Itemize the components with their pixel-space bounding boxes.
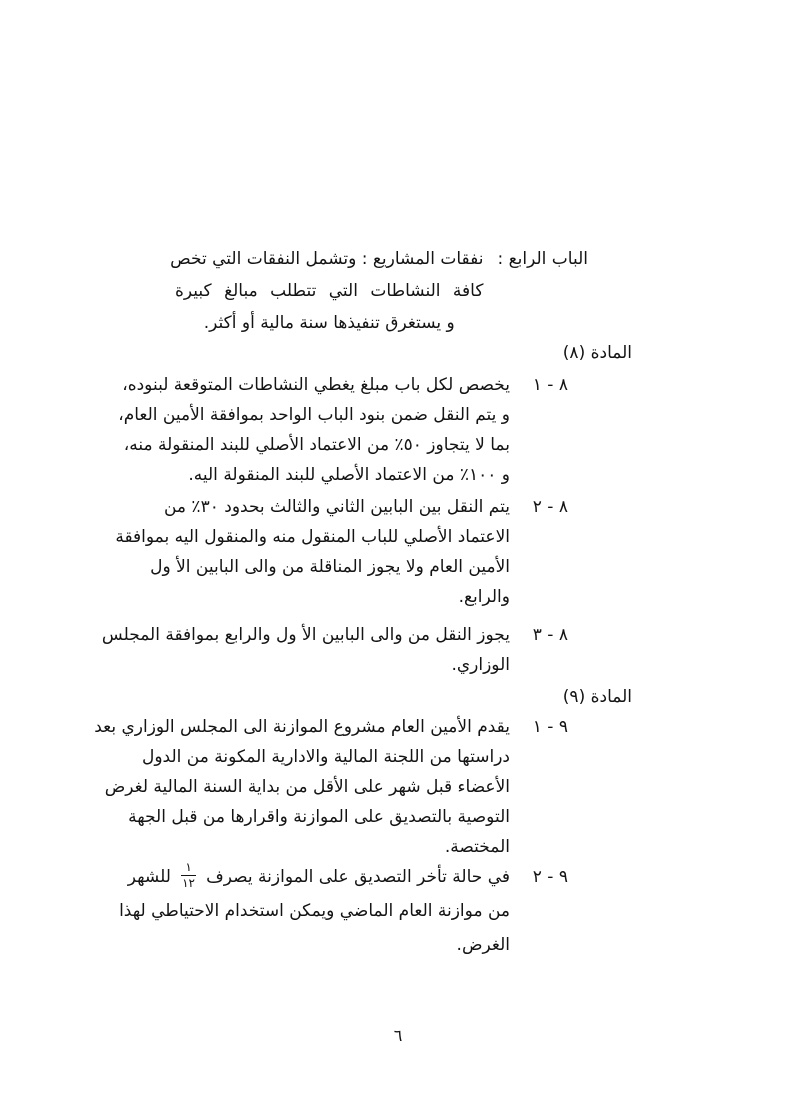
clause-text [94,712,510,862]
clause-line: و ١٠٠٪ من الاعتماد الأصلي للبند المنقولة اليه. [188,465,510,485]
clause-text [115,492,510,612]
clause-line-with-fraction [127,859,510,894]
chapter-four-label: الباب الرابع : [497,249,588,269]
clause-text [118,370,510,490]
chapter-line: نفقات المشاريع : وتشمل النفقات التي تخص [170,249,484,269]
clause-line: دراستها من اللجنة المالية والادارية المكونة من الدول [141,747,510,767]
clause-line: الغرض. [456,935,510,955]
fraction-one-twelfth [181,861,195,889]
fraction-numerator: ١ [181,861,195,876]
article-9-heading: المادة (٩) [562,687,632,707]
clause-line: و يتم النقل ضمن بنود الباب الواحد بموافقة الأمين العام، [118,405,510,425]
clause-text [119,859,510,962]
clause-9-2 [119,859,568,962]
chapter-line: كافة النشاطات التي تتطلب مبالغ كبيرة [175,281,484,301]
clause-8-1 [118,370,568,490]
clause-line: يقدم الأمين العام مشروع الموازنة الى المجلس الوزاري بعد [94,717,510,737]
clause-line: يتم النقل بين البابين الثاني والثالث بحدود ٣٠٪ من [163,497,510,517]
article-8-heading: المادة (٨) [562,343,632,363]
fraction-denominator: ١٢ [182,875,195,890]
clause-line: المختصة. [444,837,510,857]
clause-number: ٨ - ٢ [532,497,568,517]
chapter-line: و يستغرق تنفيذها سنة مالية أو أكثر. [203,313,455,333]
clause-line: بما لا يتجاوز ٥٠٪ من الاعتماد الأصلي للبند المنقولة منه، [123,435,510,455]
clause-8-2 [115,492,568,612]
clause-9-1 [94,712,568,862]
clause-line: الأمين العام ولا يجوز المناقلة من والى البابين الأ ول [150,557,510,577]
clause-line: والرابع. [458,587,510,607]
clause-line-text: للشهر [127,867,171,887]
clause-text [101,620,510,680]
clause-line: الأعضاء قبل شهر على الأقل من بداية السنة المالية لغرض [104,777,510,797]
clause-number: ٨ - ١ [532,375,568,395]
clause-number: ٩ - ٢ [532,867,568,887]
chapter-four-block [170,243,588,339]
clause-line: يجوز النقل من والى البابين الأ ول والرابع بموافقة المجلس [101,625,510,645]
clause-number: ٨ - ٣ [532,625,568,645]
clause-number: ٩ - ١ [532,717,568,737]
clause-line: الاعتماد الأصلي للباب المنقول منه والمنقول اليه بموافقة [115,527,510,547]
clause-line: من موازنة العام الماضي ويمكن استخدام الاحتياطي لهذا [119,901,510,921]
page-number: ٦ [393,1026,403,1045]
clause-line-text: في حالة تأخر التصديق على الموازنة يصرف [206,867,510,887]
chapter-four-definition [170,243,484,339]
clause-8-3 [101,620,568,680]
clause-line: يخصص لكل باب مبلغ يغطي النشاطات المتوقعة لبنوده، [122,375,510,395]
clause-line: التوصية بالتصديق على الموازنة واقرارها من قبل الجهة [128,807,510,827]
clause-line: الوزاري. [451,655,510,675]
